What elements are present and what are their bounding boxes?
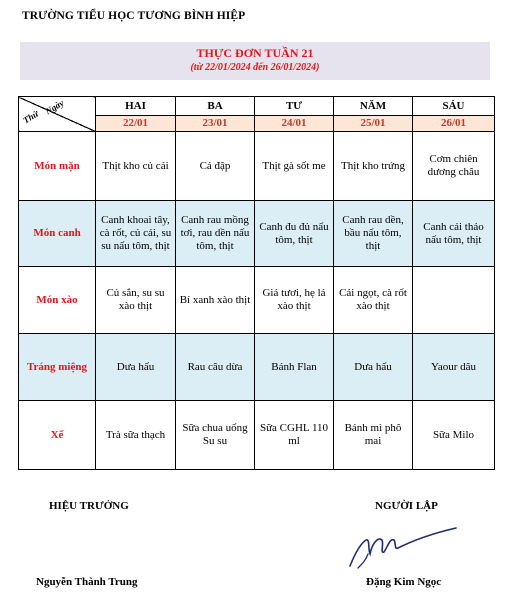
table-row-soup — [19, 201, 495, 267]
menu-title: THỰC ĐƠN TUẦN 21 — [196, 46, 314, 60]
menu-cell: Rau câu dừa — [176, 334, 255, 401]
day-date-tue: 23/01 — [176, 116, 255, 132]
table-row-main-dish — [19, 132, 495, 201]
menu-cell: Thịt kho trứng — [334, 132, 413, 201]
menu-title-band — [20, 42, 490, 80]
table-corner-header — [19, 97, 96, 132]
menu-cell: Giá tươi, hẹ lá xào thịt — [255, 267, 334, 334]
menu-cell: Canh cải thảo nấu tôm, thịt — [413, 201, 495, 267]
row-label-main-dish: Món mặn — [19, 132, 96, 201]
day-date-fri: 26/01 — [413, 116, 495, 132]
menu-cell: Canh rau mồng tơi, rau dền nấu tôm, thịt — [176, 201, 255, 267]
preparer-title: NGƯỜI LẬP — [375, 500, 438, 512]
corner-label-thu: Thứ — [21, 108, 41, 126]
day-header-fri: SÁU — [413, 97, 495, 116]
menu-cell: Sữa CGHL 110 ml — [255, 401, 334, 470]
menu-cell: Bí xanh xào thịt — [176, 267, 255, 334]
menu-cell: Thịt gà sốt me — [255, 132, 334, 201]
menu-cell: Yaour dâu — [413, 334, 495, 401]
day-header-mon: HAI — [96, 97, 176, 116]
principal-title: HIỆU TRƯỞNG — [49, 500, 129, 512]
day-date-mon: 22/01 — [96, 116, 176, 132]
table-row-dessert — [19, 334, 495, 401]
row-label-soup: Món canh — [19, 201, 96, 267]
menu-cell: Sữa Milo — [413, 401, 495, 470]
menu-cell: Củ sắn, su su xào thịt — [96, 267, 176, 334]
school-name: TRƯỜNG TIỂU HỌC TƯƠNG BÌNH HIỆP — [22, 10, 246, 22]
menu-cell: Dưa hấu — [96, 334, 176, 401]
day-date-thu: 25/01 — [334, 116, 413, 132]
menu-cell: Canh rau dền, bầu nấu tôm, thịt — [334, 201, 413, 267]
menu-cell: Canh đu đủ nấu tôm, thịt — [255, 201, 334, 267]
menu-cell — [413, 267, 495, 334]
menu-cell: Bánh mì phô mai — [334, 401, 413, 470]
day-date-wed: 24/01 — [255, 116, 334, 132]
menu-cell: Canh khoai tây, cà rốt, củ cải, su su nấu tôm, thịt — [96, 201, 176, 267]
menu-cell: Bánh Flan — [255, 334, 334, 401]
row-label-dessert: Tráng miệng — [19, 334, 96, 401]
preparer-name: Đặng Kim Ngọc — [366, 576, 442, 588]
table-row-snack — [19, 401, 495, 470]
corner-label-ngay: Ngày — [43, 97, 66, 117]
menu-date-range: (từ 22/01/2024 đến 26/01/2024) — [190, 62, 320, 73]
row-label-snack: Xế — [19, 401, 96, 470]
weekly-menu-table — [18, 96, 495, 470]
menu-cell: Dưa hấu — [334, 334, 413, 401]
handwritten-signature — [340, 520, 460, 572]
day-header-thu: NĂM — [334, 97, 413, 116]
table-row-stir-fry — [19, 267, 495, 334]
menu-cell: Trà sữa thạch — [96, 401, 176, 470]
principal-name: Nguyễn Thành Trung — [36, 576, 138, 588]
menu-cell: Cá đập — [176, 132, 255, 201]
menu-cell: Cơm chiên dương châu — [413, 132, 495, 201]
menu-cell: Sữa chua uống Su su — [176, 401, 255, 470]
menu-cell: Cải ngọt, cà rốt xào thịt — [334, 267, 413, 334]
day-header-wed: TƯ — [255, 97, 334, 116]
menu-cell: Thịt kho củ cải — [96, 132, 176, 201]
row-label-stir-fry: Món xào — [19, 267, 96, 334]
day-header-tue: BA — [176, 97, 255, 116]
